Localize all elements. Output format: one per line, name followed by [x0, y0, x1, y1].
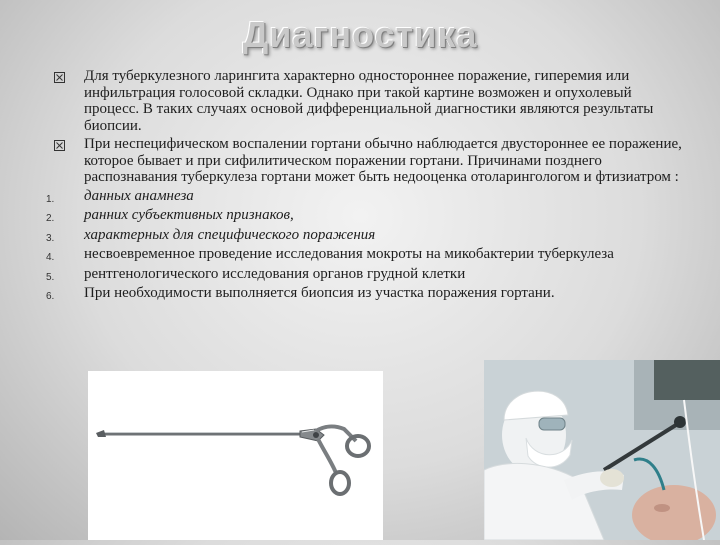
slide-content [46, 68, 686, 305]
laryngoscopy-procedure-photo [484, 360, 720, 540]
bullet-paragraph [46, 136, 686, 186]
paragraph-text: При неспецифическом воспалении гортани обычно наблюдается двустороннее ее поражение, которое бывает и при сифилитическом поражении гортани. Причинами позднего распознавания туберкулеза гортани может быть недооценка отоларингологом и фтизиатром : [84, 136, 682, 185]
list-item [46, 246, 686, 263]
list-number: 3. [46, 232, 55, 244]
list-number: 5. [46, 271, 55, 283]
list-item-text: При необходимости выполняется биопсия из участка поражения гортани. [84, 285, 555, 301]
list-item-text: данных анамнеза [84, 187, 194, 204]
list-item-text: ранних субъективных признаков, [84, 207, 294, 223]
list-number: 4. [46, 252, 55, 263]
list-number: 1. [46, 193, 55, 205]
list-number: 2. [46, 213, 55, 224]
list-item [46, 207, 686, 224]
paragraph-text: Для туберкулезного ларингита характерно одностороннее поражение, гиперемия или инфильтрация голосовой складки. Однако при такой картине возможен и опухолевый процесс. В таких случаях основой дифференциальной диагностики являются результаты биопсии. [84, 68, 654, 134]
list-item-text: характерных для специфического поражения [84, 226, 376, 243]
boxed-cross-bullet-icon [54, 139, 65, 150]
boxed-cross-bullet-icon [54, 71, 65, 82]
list-item [46, 227, 686, 244]
slide-title: Диагностика [242, 14, 478, 55]
list-item [46, 188, 686, 205]
list-item [46, 266, 686, 283]
numbered-list [46, 188, 686, 302]
bullet-paragraph [46, 68, 686, 134]
list-number: 6. [46, 291, 55, 302]
list-item [46, 285, 686, 302]
laryngeal-forceps-photo [88, 371, 383, 540]
list-item-text: рентгенологического исследования органов грудной клетки [84, 265, 466, 282]
list-item-text: несвоевременное проведение исследования мокроты на микобактерии туберкулеза [84, 246, 614, 262]
